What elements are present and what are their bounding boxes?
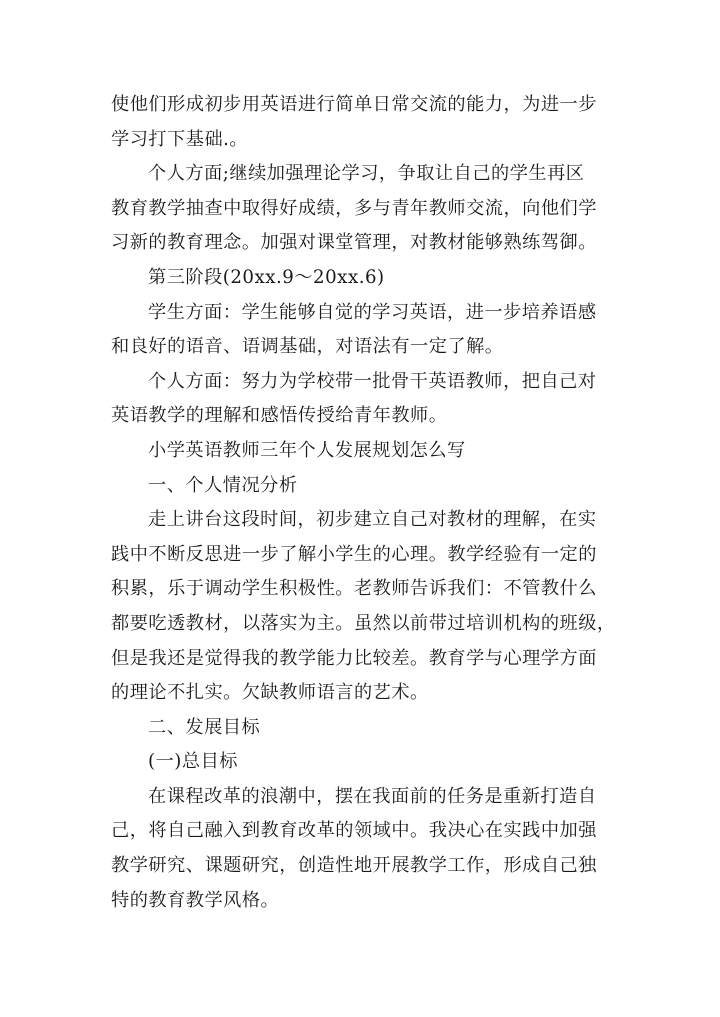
subsection-heading: (一)总目标 [148, 751, 238, 773]
section-title: 小学英语教师三年个人发展规划怎么写 [148, 439, 466, 461]
text-line: 使他们形成初步用英语进行简单日常交流的能力，为进一步 [111, 94, 597, 115]
text-line: 学习打下基础.。 [111, 128, 249, 150]
text-line: 都要吃透教材，以落实为主。虽然以前带过培训机构的班级， [111, 612, 616, 634]
text-line: 习新的教育理念。加强对课堂管理，对教材能够熟练驾御。 [111, 232, 597, 254]
text-line: 但是我还是觉得我的教学能力比较差。教育学与心理学方面 [111, 647, 597, 669]
paragraph-start-line: 个人方面;继续加强理论学习，争取让自己的学生再区 [148, 163, 585, 185]
stage-heading: 第三阶段(20xx.9～20xx.6) [148, 266, 385, 288]
text-line: 和良好的语音、语调基础，对语法有一定了解。 [111, 336, 504, 358]
text-line: 教学研究、课题研究，创造性地开展教学工作，形成自己独 [111, 855, 597, 877]
paragraph-start-line: 个人方面：努力为学校带一批骨干英语教师，把自己对 [148, 370, 597, 392]
text-line: 教育教学抽查中取得好成绩，多与青年教师交流，向他们学 [111, 197, 597, 219]
section-heading: 二、发展目标 [148, 716, 261, 738]
section-heading: 一、个人情况分析 [148, 474, 298, 496]
text-line: 践中不断反思进一步了解小学生的心理。教学经验有一定的 [111, 543, 597, 565]
paragraph-start-line: 走上讲台这段时间，初步建立自己对教材的理解，在实 [148, 509, 597, 531]
paragraph-start-line: 在课程改革的浪潮中，摆在我面前的任务是重新打造自 [148, 785, 597, 807]
text-line: 英语教学的理解和感悟传授给青年教师。 [111, 405, 448, 427]
paragraph-start-line: 学生方面：学生能够自觉的学习英语，进一步培养语感 [148, 301, 597, 323]
text-line: 的理论不扎实。欠缺教师语言的艺术。 [111, 682, 429, 704]
text-line: 积累，乐于调动学生积极性。老教师告诉我们：不管教什么 [111, 578, 597, 600]
text-line: 己，将自己融入到教育改革的领域中。我决心在实践中加强 [111, 820, 597, 842]
text-line: 特的教育教学风格。 [111, 889, 280, 911]
document-body [111, 88, 616, 918]
